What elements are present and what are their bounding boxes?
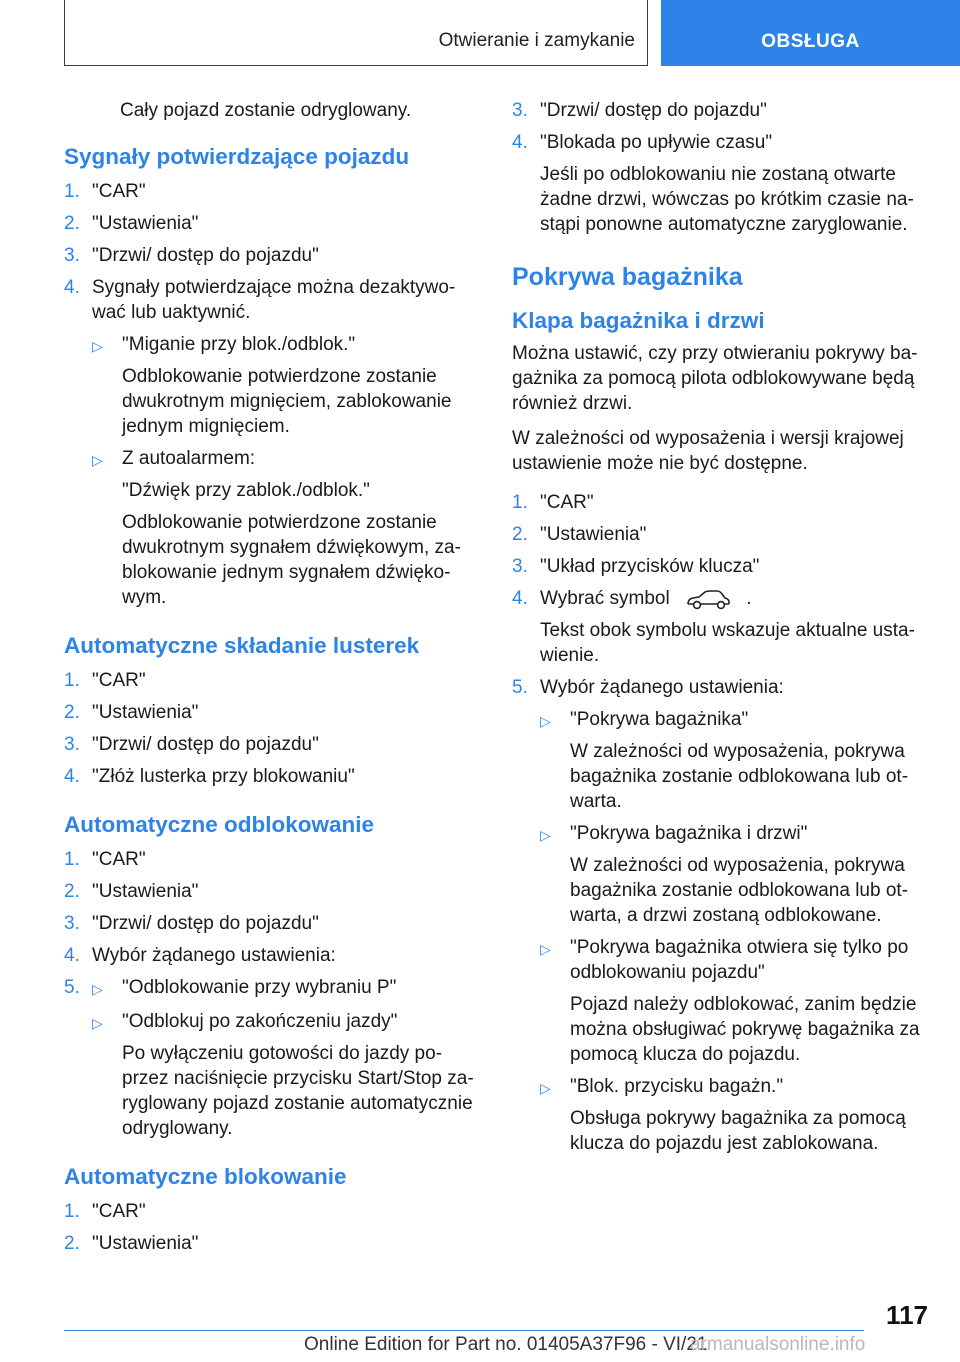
header-section-title: Otwieranie i zamykanie — [438, 30, 635, 51]
car-key-icon — [685, 588, 731, 610]
bullet-item: ▷ Z autoalarmem: "Dźwięk przy zablok./odblok." Odblokowanie potwierdzone zostanie dwukrotnym sygnałem dźwiękowym, zablokowanie jednym sygnałem dźwiękowym. — [92, 448, 461, 608]
triangle-bullet-icon: ▷ — [540, 941, 551, 957]
list-item: 1. "CAR" — [64, 849, 146, 870]
list-item: 1. "CAR" — [64, 181, 146, 202]
triangle-bullet-icon: ▷ — [92, 1015, 103, 1031]
list-item: 1. "CAR" — [64, 1201, 146, 1222]
list-item: 4. "Blokada po upływie czasu" Jeśli po odblokowaniu nie zostaną otwarte żadne drzwi, wówczas po krótkim czasie nastąpi ponowne automatyczne zaryglowanie. — [512, 132, 914, 235]
paragraph: Można ustawić, czy przy otwieraniu pokrywy bagażnika za pomocą pilota odblokowywane będą również drzwi. — [512, 343, 918, 414]
section-heading: Sygnały potwierdzające pojazdu — [64, 144, 410, 169]
list-item: 4. Wybrać symbol . Tekst obok symbolu wskazuje aktualne ustawienie. — [512, 588, 915, 666]
section-heading: Automatyczne składanie lusterek — [64, 633, 420, 658]
header-chapter-tab — [661, 0, 960, 66]
list-item: 3. "Drzwi/ dostęp do pojazdu" — [64, 245, 319, 266]
section-heading: Automatyczne odblokowanie — [64, 812, 375, 837]
paragraph: W zależności od wyposażenia i wersji krajowej ustawienie może nie być dostępne. — [512, 428, 904, 474]
footer-divider — [64, 1330, 864, 1331]
list-item: 4. Sygnały potwierdzające można dezaktywować lub uaktywnić. ▷ "Miganie przy blok./odblok." Odblokowanie potwierdzone zostanie dwukrotnym mignięciem, zablokowanie jednym mignięciem. ▷ Z autoalarmem: "Dźwięk przy zablok./odblok." Odblokowanie potwierdzone zostanie dwukrotnym sygnałem dźwiękowym, zablokowanie jednym sygnałem dźwiękowym. — [64, 275, 476, 610]
triangle-bullet-icon: ▷ — [540, 1080, 551, 1096]
header-chapter-label: OBSŁUGA — [761, 31, 860, 52]
list-item: 3. "Układ przycisków klucza" — [512, 556, 760, 577]
triangle-bullet-icon: ▷ — [92, 338, 103, 354]
list-item: 2. "Ustawienia" — [64, 1233, 199, 1254]
list-item: 4. Wybór żądanego ustawienia: — [64, 945, 336, 966]
list-item: 2. "Ustawienia" — [512, 524, 647, 545]
list-item: 3. "Drzwi/ dostęp do pojazdu" — [64, 734, 319, 755]
list-item: 2. "Ustawienia" — [64, 213, 199, 234]
page-number: 117 — [886, 1300, 928, 1330]
section-heading: Automatyczne blokowanie — [64, 1164, 347, 1189]
right-column — [512, 98, 924, 1163]
intro-text: Cały pojazd zostanie odryglowany. — [120, 100, 412, 121]
left-column — [64, 98, 476, 1263]
bullet-item: ▷ "Blok. przycisku bagażn." Obsługa pokrywy bagażnika za pomocą klucza do pojazdu jest zablokowana. — [540, 1076, 906, 1154]
bullet-item: ▷ "Pokrywa bagażnika" W zależności od wyposażenia, pokrywa bagażnika zostanie odblokowana lub otwarta. — [540, 709, 909, 812]
list-item: 4. "Złóż lusterka przy blokowaniu" — [64, 766, 355, 787]
list-item: 3. "Drzwi/ dostęp do pojazdu" — [64, 913, 319, 934]
bullet-item: ▷ "Pokrywa bagażnika i drzwi" W zależności od wyposażenia, pokrywa bagażnika zostanie odblokowana lub otwarta, a drzwi zostaną odblokowane. — [540, 823, 909, 926]
bullet-item: ▷ "Odblokowanie przy wybraniu P" — [92, 975, 476, 1002]
list-item: 1. "CAR" — [512, 492, 594, 513]
section-heading: Klapa bagażnika i drzwi — [512, 308, 765, 333]
triangle-bullet-icon: ▷ — [92, 452, 103, 468]
watermark: armanualsonline.info — [690, 1334, 866, 1355]
triangle-bullet-icon: ▷ — [540, 827, 551, 843]
header-section-box — [64, 0, 648, 66]
triangle-bullet-icon: ▷ — [92, 981, 103, 997]
list-item: 1. "CAR" — [64, 670, 146, 691]
list-item: 2. "Ustawienia" — [64, 702, 199, 723]
list-item: 3. "Drzwi/ dostęp do pojazdu" — [512, 100, 767, 121]
list-item: 5. ▷ "Odblokowanie przy wybraniu P" ▷ "Odblokuj po zakończeniu jazdy" Po wyłączeniu gotowości do jazdy poprzez naciśnięcie przycisku Start/Stop zaryglowany pojazd zostanie automatycznie odryglowany. — [64, 975, 476, 1141]
bullet-item: ▷ "Miganie przy blok./odblok." Odblokowanie potwierdzone zostanie dwukrotnym mignięciem, zablokowanie jednym mignięciem. — [92, 334, 452, 437]
bullet-item: ▷ "Odblokuj po zakończeniu jazdy" Po wyłączeniu gotowości do jazdy poprzez naciśnięcie przycisku Start/Stop zaryglowany pojazd zostanie automatycznie odryglowany. — [92, 1011, 474, 1139]
bullet-item: ▷ "Pokrywa bagażnika otwiera się tylko po odblokowaniu pojazdu" Pojazd należy odblokować, zanim będzie można obsługiwać pokrywę bagażnika za pomocą klucza do pojazdu. — [540, 937, 920, 1065]
chapter-heading: Pokrywa bagażnika — [512, 263, 743, 291]
footer-edition: Online Edition for Part no. 01405A37F96 - VI/21 — [304, 1334, 708, 1355]
list-item: 2. "Ustawienia" — [64, 881, 199, 902]
triangle-bullet-icon: ▷ — [540, 713, 551, 729]
list-item: 5. Wybór żądanego ustawienia: ▷ "Pokrywa bagażnika" W zależności od wyposażenia, pokrywa bagażnika zostanie odblokowana lub otwarta. ▷ "Pokrywa bagażnika i drzwi" W zależności od wyposażenia, pokrywa bagażnika zostanie odblokowana lub otwarta, a drzwi zostaną odblokowane. ▷ "Pokrywa bagażnika otwiera się tylko po odblokowaniu pojazdu" Pojazd należy odblokować, zanim będzie można obsługiwać pokrywę bagażnika za pomocą klucza do pojazdu. ▷ "Blok. przycisku bagażn." Obsługa pokrywy bagażnika za pomocą klucza do pojazdu jest zablokowana. — [512, 675, 924, 1156]
